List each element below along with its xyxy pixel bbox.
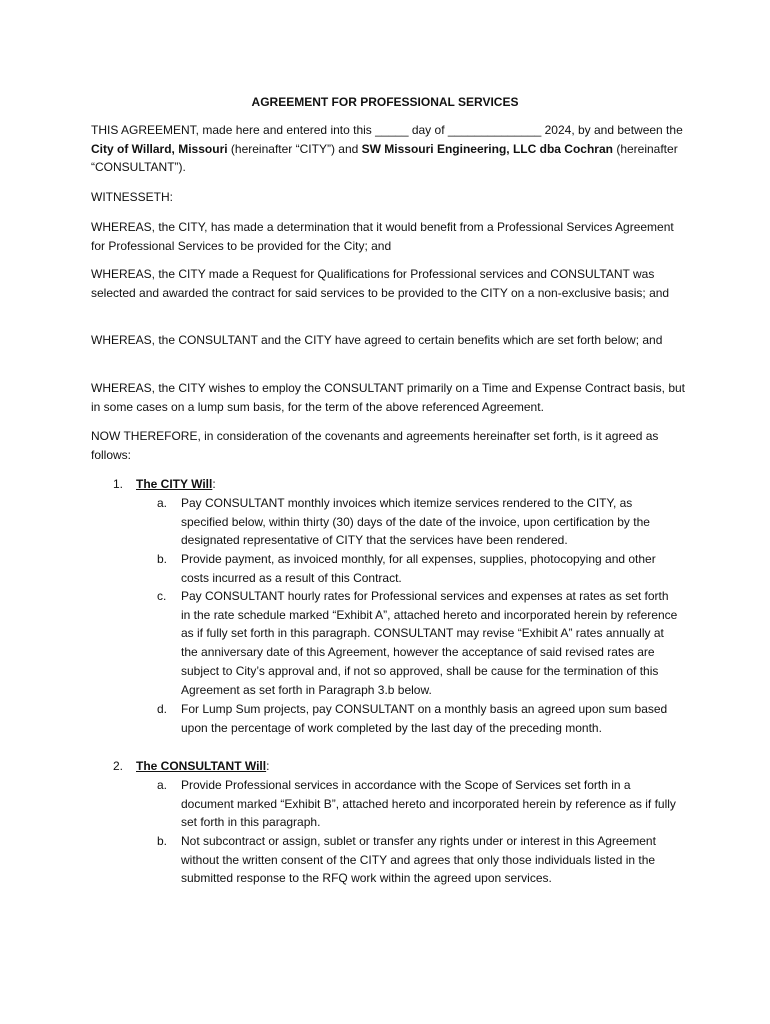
document-title: AGREEMENT FOR PROFESSIONAL SERVICES [251, 95, 519, 109]
section-2-title-suffix: : [266, 759, 270, 773]
city-name: City of Willard, Missouri [91, 141, 228, 156]
section-1-item-d-text: For Lump Sum projects, pay CONSULTANT on a monthly basis an agreed upon sum based upon the percentage of work completed by the last day of the preceding month. [181, 702, 668, 735]
section-2-title-text: The CONSULTANT Will [136, 759, 267, 773]
section-1-item-b-letter: b. [157, 552, 168, 566]
section-1-item-c-text: Pay CONSULTANT hourly rates for Professional services and expenses at rates as set forth in the rate schedule marked “Exhibit A”, attached hereto and incorporated herein by reference as if fully set forth in this paragraph. CONSULTANT may revise “Exhibit A” rates annually at the anniversary date of this Agreement, however the acceptance of said revised rates are subject to City’s approval and, if not so approved, shall be cause for the termination of this Agreement as set forth in Paragraph 3.b below. [181, 589, 678, 697]
consultant-name: SW Missouri Engineering, LLC dba Cochran [361, 141, 613, 156]
whereas-paragraph-4: WHEREAS, the CITY wishes to employ the CONSULTANT primarily on a Time and Expense Contract basis, but in some cases on a lump sum basis, for the term of the above referenced Agreement. [91, 381, 686, 414]
section-1-item-d-letter: d. [157, 702, 168, 716]
section-1-item-a-letter: a. [157, 496, 168, 510]
section-2-item-a-text: Provide Professional services in accordance with the Scope of Services set forth in a document marked “Exhibit B”, attached hereto and incorporated herein by reference as if fully set forth in this paragraph. [181, 778, 676, 830]
section-2-item-a-letter: a. [157, 778, 168, 792]
whereas-paragraph-1: WHEREAS, the CITY, has made a determination that it would benefit from a Professional Services Agreement for Professional Services to be provided for the City; and [91, 220, 674, 253]
witnesseth-heading: WITNESSETH: [91, 190, 174, 204]
section-1-item-c-letter: c. [157, 589, 167, 603]
section-2-number: 2. [113, 759, 124, 773]
now-therefore-paragraph: NOW THEREFORE, in consideration of the covenants and agreements hereinafter set forth, is it agreed as follows: [91, 429, 659, 462]
intro-text-1: THIS AGREEMENT, made here and entered into this _____ day of ______________ 2024, by and between the [91, 123, 683, 137]
section-1-title-suffix: : [212, 477, 216, 491]
intro-text-3: (hereinafter “CONSULTANT”). [91, 141, 678, 175]
section-1-item-a-text: Pay CONSULTANT monthly invoices which itemize services rendered to the CITY, as specified below, within thirty (30) days of the date of the invoice, upon certification by the designated representative of CITY that the services have been rendered. [181, 496, 650, 548]
section-2-item-b-letter: b. [157, 834, 168, 848]
intro-paragraph [91, 121, 689, 177]
section-2-item-b-text: Not subcontract or assign, sublet or transfer any rights under or interest in this Agreement without the written consent of the CITY and agrees that only those individuals listed in the submitted response to the RFQ work within the agreed upon services. [181, 834, 656, 886]
section-1-item-b-text: Provide payment, as invoiced monthly, for all expenses, supplies, photocopying and other costs incurred as a result of this Contract. [181, 552, 656, 585]
section-1-number: 1. [113, 477, 124, 491]
section-2-title [136, 757, 269, 776]
intro-text-2: (hereinafter “CITY”) and [227, 141, 362, 156]
whereas-paragraph-3: WHEREAS, the CONSULTANT and the CITY have agreed to certain benefits which are set forth below; and [91, 333, 663, 347]
whereas-paragraph-2: WHEREAS, the CITY made a Request for Qualifications for Professional services and CONSULTANT was selected and awarded the contract for said services to be provided to the CITY on a non-exclusive basis; and [91, 267, 670, 300]
section-1-title-text: The CITY Will [136, 477, 213, 491]
section-1-title [136, 475, 216, 494]
